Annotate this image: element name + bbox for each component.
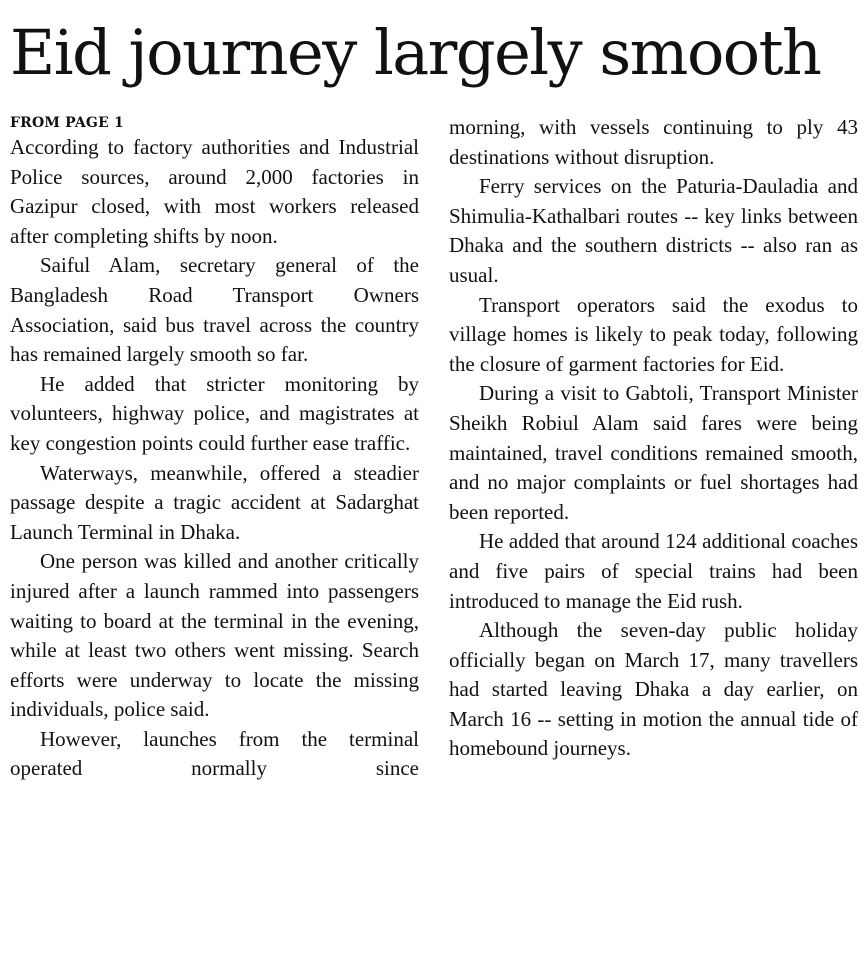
headline: Eid journey largely smooth (10, 16, 821, 89)
paragraph: According to factory authorities and Industrial Police sources, around 2,000 factories in Gazipur closed, with most workers released after completing shifts by noon. (10, 135, 419, 248)
right-column (449, 113, 858, 764)
paragraph: One person was killed and another critically injured after a launch rammed into passengers waiting to board at the terminal in the evening, while at least two others went missing. Search efforts were underway to locate the missing individuals, police said. (10, 549, 419, 722)
paragraph: morning, with vessels continuing to ply 43 destinations without disruption. (449, 115, 858, 169)
paragraph: Ferry services on the Paturia-Dauladia and Shimulia-Kathalbari routes -- key links between Dhaka and the southern districts -- also ran as usual. (449, 174, 858, 287)
paragraph: Waterways, meanwhile, offered a steadier passage despite a tragic accident at Sadarghat Launch Terminal in Dhaka. (10, 460, 419, 544)
paragraph: Saiful Alam, secretary general of the Bangladesh Road Transport Owners Association, said bus travel across the country has remained largely smooth so far. (10, 253, 419, 367)
paragraph: However, launches from the terminal operated normally since (10, 726, 419, 781)
paragraph: Transport operators said the exodus to village homes is likely to peak today, following the closure of garment factories for Eid. (449, 292, 858, 376)
left-column (10, 113, 419, 784)
paragraph: He added that stricter monitoring by volunteers, highway police, and magistrates at key congestion points could further ease traffic. (10, 371, 419, 455)
paragraph: Although the seven-day public holiday officially began on March 17, many travellers had started leaving Dhaka a day earlier, on March 16 -- setting in motion the annual tide of homebound journeys. (449, 618, 858, 761)
continuation-kicker: FROM PAGE 1 (10, 115, 124, 131)
paragraph: During a visit to Gabtoli, Transport Minister Sheikh Robiul Alam said fares were being maintained, travel conditions remained smooth, and no major complaints or fuel shortages had been reported. (449, 381, 858, 524)
paragraph: He added that around 124 additional coaches and five pairs of special trains had been introduced to manage the Eid rush. (449, 529, 858, 613)
